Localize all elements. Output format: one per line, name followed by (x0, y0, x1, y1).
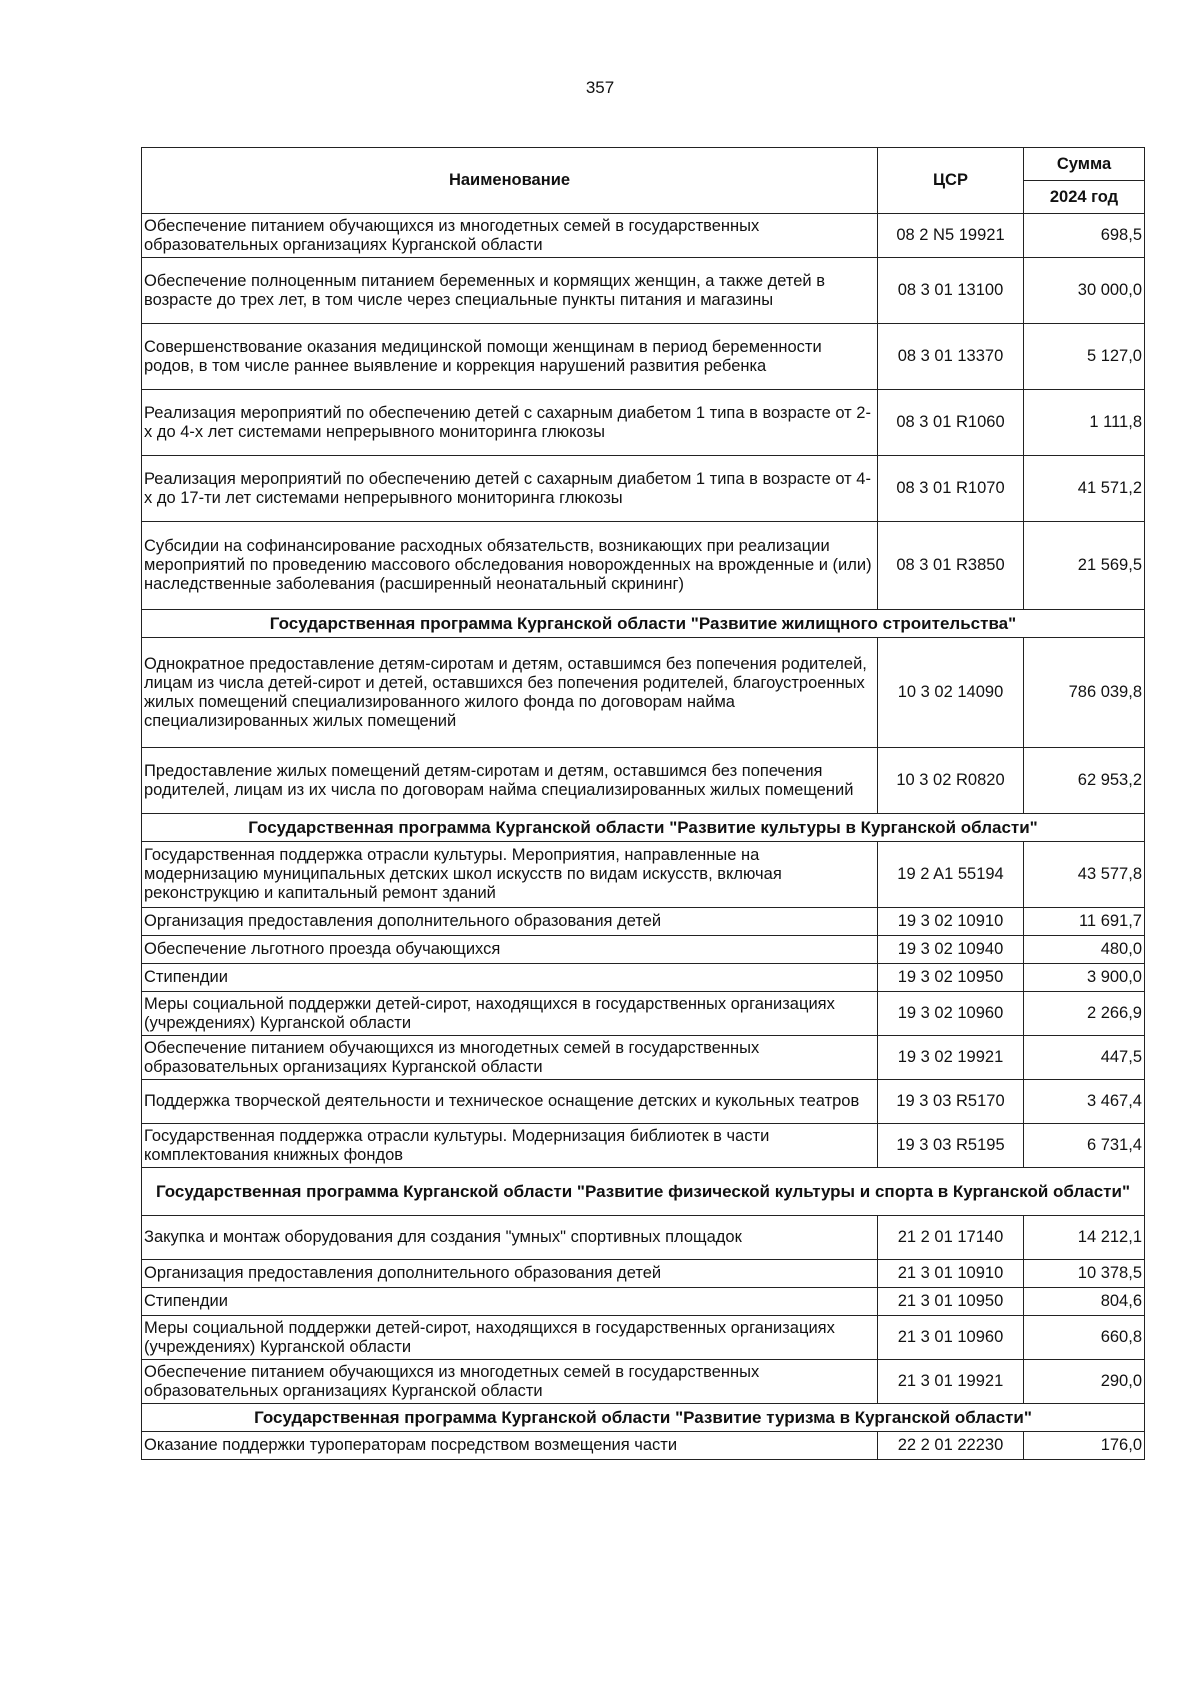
row-name: Закупка и монтаж оборудования для создания "умных" спортивных площадок (142, 1216, 878, 1260)
row-csr: 19 3 02 10950 (878, 964, 1024, 992)
row-csr: 08 3 01 R1060 (878, 390, 1024, 456)
row-csr: 08 3 01 R1070 (878, 456, 1024, 522)
table-row (142, 964, 1145, 992)
row-name: Обеспечение питанием обучающихся из многодетных семей в государственных образовательных организациях Курганской области (142, 214, 878, 258)
table-row (142, 842, 1145, 908)
row-sum: 3 900,0 (1024, 964, 1145, 992)
row-csr: 21 3 01 10960 (878, 1316, 1024, 1360)
row-csr: 21 3 01 10910 (878, 1260, 1024, 1288)
row-sum: 290,0 (1024, 1360, 1145, 1404)
row-name: Стипендии (142, 1288, 878, 1316)
row-name: Поддержка творческой деятельности и техническое оснащение детских и кукольных театров (142, 1080, 878, 1124)
table-row (142, 1260, 1145, 1288)
row-sum: 660,8 (1024, 1316, 1145, 1360)
row-name: Оказание поддержки туроператорам посредством возмещения части (142, 1432, 878, 1460)
table-row (142, 324, 1145, 390)
row-name: Обеспечение льготного проезда обучающихся (142, 936, 878, 964)
row-csr: 19 3 02 10940 (878, 936, 1024, 964)
row-name: Меры социальной поддержки детей-сирот, находящихся в государственных организациях (учреждениях) Курганской области (142, 992, 878, 1036)
table-row (142, 1124, 1145, 1168)
page-number: 357 (585, 78, 615, 97)
row-sum: 62 953,2 (1024, 748, 1145, 814)
table-row (142, 1432, 1145, 1460)
row-name: Стипендии (142, 964, 878, 992)
row-name: Реализация мероприятий по обеспечению детей с сахарным диабетом 1 типа в возрасте от 2-х до 4-х лет системами непрерывного мониторинга глюкозы (142, 390, 878, 456)
row-sum: 41 571,2 (1024, 456, 1145, 522)
row-sum: 10 378,5 (1024, 1260, 1145, 1288)
row-name: Однократное предоставление детям-сиротам и детям, оставшимся без попечения родителей, лицам из числа детей-сирот и детей, оставшихся без попечения родителей, благоустроенных жилых помещений специализированного жилого фонда по договорам найма специализированных жилых помещений (142, 638, 878, 748)
header-sum: Сумма (1024, 148, 1145, 181)
row-csr: 22 2 01 22230 (878, 1432, 1024, 1460)
program-title: Государственная программа Курганской области "Развитие культуры в Курганской области" (142, 814, 1145, 842)
row-csr: 19 3 03 R5195 (878, 1124, 1024, 1168)
header-csr: ЦСР (878, 148, 1024, 214)
row-name: Организация предоставления дополнительного образования детей (142, 908, 878, 936)
row-name: Государственная поддержка отрасли культуры. Мероприятия, направленные на модернизацию муниципальных детских школ искусств по видам искусств, включая реконструкцию и капитальный ремонт зданий (142, 842, 878, 908)
table-row (142, 1360, 1145, 1404)
table-row (142, 1316, 1145, 1360)
program-title: Государственная программа Курганской области "Развитие туризма в Курганской области" (142, 1404, 1145, 1432)
table-row (142, 936, 1145, 964)
program-row (142, 1168, 1145, 1216)
row-sum: 11 691,7 (1024, 908, 1145, 936)
table-row (142, 1036, 1145, 1080)
row-sum: 6 731,4 (1024, 1124, 1145, 1168)
row-sum: 480,0 (1024, 936, 1145, 964)
row-csr: 08 2 N5 19921 (878, 214, 1024, 258)
row-sum: 447,5 (1024, 1036, 1145, 1080)
table-row (142, 748, 1145, 814)
table-row (142, 456, 1145, 522)
table-row (142, 1080, 1145, 1124)
row-csr: 08 3 01 13100 (878, 258, 1024, 324)
row-name: Субсидии на софинансирование расходных обязательств, возникающих при реализации мероприятий по проведению массового обследования новорожденных на врожденные и (или) наследственные заболевания (расширенный неонатальный скрининг) (142, 522, 878, 610)
budget-table (141, 147, 1145, 1460)
row-name: Государственная поддержка отрасли культуры. Модернизация библиотек в части комплектования книжных фондов (142, 1124, 878, 1168)
row-csr: 10 3 02 14090 (878, 638, 1024, 748)
row-csr: 21 2 01 17140 (878, 1216, 1024, 1260)
header-year: 2024 год (1024, 181, 1145, 214)
program-title: Государственная программа Курганской области "Развитие жилищного строительства" (142, 610, 1145, 638)
row-name: Обеспечение питанием обучающихся из многодетных семей в государственных образовательных организациях Курганской области (142, 1036, 878, 1080)
row-sum: 1 111,8 (1024, 390, 1145, 456)
row-csr: 19 3 02 10910 (878, 908, 1024, 936)
table-row (142, 522, 1145, 610)
row-sum: 30 000,0 (1024, 258, 1145, 324)
row-sum: 176,0 (1024, 1432, 1145, 1460)
table-row (142, 992, 1145, 1036)
row-name: Предоставление жилых помещений детям-сиротам и детям, оставшимся без попечения родителей, лицам из их числа по договорам найма специализированных жилых помещений (142, 748, 878, 814)
row-sum: 804,6 (1024, 1288, 1145, 1316)
table-row (142, 908, 1145, 936)
row-name: Обеспечение полноценным питанием беременных и кормящих женщин, а также детей в возрасте до трех лет, в том числе через специальные пункты питания и магазины (142, 258, 878, 324)
table-row (142, 1216, 1145, 1260)
row-sum: 21 569,5 (1024, 522, 1145, 610)
row-sum: 698,5 (1024, 214, 1145, 258)
row-sum: 786 039,8 (1024, 638, 1145, 748)
table-row (142, 214, 1145, 258)
program-row (142, 610, 1145, 638)
table-row (142, 638, 1145, 748)
table-row (142, 1288, 1145, 1316)
row-csr: 21 3 01 19921 (878, 1360, 1024, 1404)
row-csr: 08 3 01 13370 (878, 324, 1024, 390)
program-title: Государственная программа Курганской области "Развитие физической культуры и спорта в Курганской области" (142, 1168, 1145, 1216)
header-name: Наименование (142, 148, 878, 214)
table-body (142, 214, 1145, 1460)
row-name: Организация предоставления дополнительного образования детей (142, 1260, 878, 1288)
row-sum: 5 127,0 (1024, 324, 1145, 390)
row-csr: 19 3 02 10960 (878, 992, 1024, 1036)
row-csr: 19 3 02 19921 (878, 1036, 1024, 1080)
row-sum: 14 212,1 (1024, 1216, 1145, 1260)
row-name: Обеспечение питанием обучающихся из многодетных семей в государственных образовательных организациях Курганской области (142, 1360, 878, 1404)
program-row (142, 814, 1145, 842)
row-csr: 21 3 01 10950 (878, 1288, 1024, 1316)
table-row (142, 390, 1145, 456)
row-csr: 19 3 03 R5170 (878, 1080, 1024, 1124)
row-csr: 19 2 A1 55194 (878, 842, 1024, 908)
program-row (142, 1404, 1145, 1432)
row-sum: 43 577,8 (1024, 842, 1145, 908)
row-csr: 08 3 01 R3850 (878, 522, 1024, 610)
row-sum: 3 467,4 (1024, 1080, 1145, 1124)
table-row (142, 258, 1145, 324)
row-name: Реализация мероприятий по обеспечению детей с сахарным диабетом 1 типа в возрасте от 4-х до 17-ти лет системами непрерывного мониторинга глюкозы (142, 456, 878, 522)
row-name: Совершенствование оказания медицинской помощи женщинам в период беременности родов, в том числе раннее выявление и коррекция нарушений развития ребенка (142, 324, 878, 390)
row-csr: 10 3 02 R0820 (878, 748, 1024, 814)
row-sum: 2 266,9 (1024, 992, 1145, 1036)
row-name: Меры социальной поддержки детей-сирот, находящихся в государственных организациях (учреждениях) Курганской области (142, 1316, 878, 1360)
